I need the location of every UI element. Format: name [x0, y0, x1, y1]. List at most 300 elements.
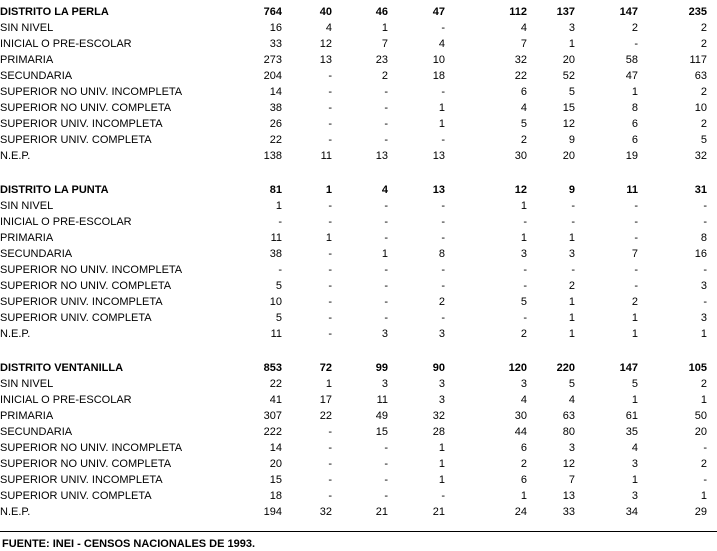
value-cell: - — [328, 264, 332, 276]
value-cell: 24 — [514, 506, 527, 518]
value-cell: - — [384, 264, 388, 276]
value-cell: - — [278, 216, 282, 228]
value-cell: 4 — [325, 22, 332, 34]
value-cell: - — [634, 200, 638, 212]
education-level-label: SIN NIVEL — [0, 200, 54, 212]
value-cell: - — [384, 200, 388, 212]
district-section-table — [0, 360, 717, 520]
value-cell: 5 — [275, 312, 282, 324]
value-cell: - — [384, 490, 388, 502]
spacer-cell — [707, 310, 717, 326]
value-cell: - — [384, 296, 388, 308]
spacer-cell — [707, 488, 717, 504]
value-cell: 33 — [269, 38, 282, 50]
district-total-cell: 31 — [694, 184, 707, 196]
value-cell: 1 — [438, 442, 445, 454]
spacer-cell — [707, 278, 717, 294]
value-cell: 1 — [520, 200, 527, 212]
education-level-table — [0, 4, 717, 520]
value-cell: 2 — [700, 22, 707, 34]
education-level-label: SUPERIOR NO UNIV. COMPLETA — [0, 280, 172, 292]
value-cell: 50 — [694, 410, 707, 422]
value-cell: - — [703, 442, 707, 454]
value-cell: - — [384, 216, 388, 228]
education-level-label: SECUNDARIA — [0, 248, 73, 260]
education-level-label: SUPERIOR UNIV. INCOMPLETA — [0, 296, 163, 308]
spacer-cell — [707, 132, 717, 148]
value-cell: - — [523, 264, 527, 276]
value-cell: - — [328, 86, 332, 98]
spacer-cell — [707, 246, 717, 262]
value-cell: - — [328, 458, 332, 470]
education-level-label: PRIMARIA — [0, 410, 54, 422]
value-cell: 13 — [432, 150, 445, 162]
value-cell: - — [384, 232, 388, 244]
district-total-cell: 1 — [325, 184, 332, 196]
value-cell: 2 — [700, 458, 707, 470]
value-cell: 38 — [269, 248, 282, 260]
value-cell: - — [571, 264, 575, 276]
value-cell: 138 — [263, 150, 282, 162]
value-cell: 1 — [631, 312, 638, 324]
value-cell: 11 — [320, 150, 332, 162]
district-total-cell: 40 — [319, 6, 332, 18]
value-cell: 8 — [631, 102, 638, 114]
spacer-cell — [707, 148, 717, 164]
table-row — [0, 504, 717, 520]
district-total-cell: 105 — [688, 362, 707, 374]
value-cell: 14 — [269, 442, 282, 454]
value-cell: 8 — [700, 232, 707, 244]
value-cell: 11 — [270, 328, 282, 340]
value-cell: 3 — [381, 378, 388, 390]
value-cell: 22 — [269, 378, 282, 390]
value-cell: 10 — [269, 296, 282, 308]
value-cell: 307 — [263, 410, 282, 422]
district-title: DISTRITO LA PERLA — [0, 6, 109, 18]
value-cell: - — [384, 280, 388, 292]
spacer-cell — [707, 68, 717, 84]
value-cell: 12 — [562, 118, 575, 130]
spacer-cell — [707, 116, 717, 132]
spacer-cell — [707, 424, 717, 440]
table-row — [0, 294, 717, 310]
table-row — [0, 68, 717, 84]
value-cell: - — [328, 474, 332, 486]
district-total-cell: 220 — [556, 362, 575, 374]
education-level-label: SUPERIOR UNIV. COMPLETA — [0, 134, 152, 146]
value-cell: - — [703, 296, 707, 308]
value-cell: 2 — [520, 134, 527, 146]
value-cell: 4 — [520, 22, 527, 34]
table-row — [0, 36, 717, 52]
education-level-label: SUPERIOR NO UNIV. INCOMPLETA — [0, 264, 183, 276]
value-cell: 9 — [568, 134, 575, 146]
value-cell: 22 — [269, 134, 282, 146]
value-cell: - — [441, 216, 445, 228]
value-cell: 7 — [381, 38, 388, 50]
district-total-cell: 137 — [556, 6, 575, 18]
value-cell: 2 — [700, 86, 707, 98]
value-cell: - — [328, 248, 332, 260]
value-cell: 61 — [625, 410, 638, 422]
value-cell: - — [523, 280, 527, 292]
education-level-label: N.E.P. — [0, 328, 31, 340]
value-cell: 21 — [375, 506, 388, 518]
value-cell: 63 — [562, 410, 575, 422]
value-cell: - — [441, 490, 445, 502]
spacer-cell — [707, 440, 717, 456]
value-cell: 44 — [514, 426, 527, 438]
value-cell: - — [703, 264, 707, 276]
table-row — [0, 310, 717, 326]
value-cell: 1 — [700, 490, 707, 502]
education-level-label: INICIAL O PRE-ESCOLAR — [0, 394, 132, 406]
value-cell: - — [328, 442, 332, 454]
value-cell: 22 — [514, 70, 527, 82]
value-cell: 3 — [568, 22, 575, 34]
value-cell: 2 — [381, 70, 388, 82]
education-level-label: N.E.P. — [0, 150, 31, 162]
value-cell: 2 — [631, 22, 638, 34]
value-cell: 33 — [562, 506, 575, 518]
value-cell: 20 — [269, 458, 282, 470]
district-total-cell: 147 — [619, 362, 638, 374]
value-cell: 1 — [568, 232, 575, 244]
value-cell: 1 — [631, 328, 638, 340]
value-cell: 2 — [520, 458, 527, 470]
value-cell: 38 — [269, 102, 282, 114]
spacer-cell — [707, 100, 717, 116]
district-section-table — [0, 4, 717, 164]
value-cell: - — [384, 102, 388, 114]
district-total-cell: 99 — [375, 362, 388, 374]
value-cell: 13 — [562, 490, 575, 502]
value-cell: 12 — [562, 458, 575, 470]
value-cell: 32 — [319, 506, 332, 518]
table-row — [0, 214, 717, 230]
value-cell: - — [703, 216, 707, 228]
value-cell: - — [441, 264, 445, 276]
spacer-cell — [707, 408, 717, 424]
district-total-cell: 46 — [375, 6, 388, 18]
education-level-label: SUPERIOR NO UNIV. COMPLETA — [0, 458, 172, 470]
source-footnote: FUENTE: INEI - CENSOS NACIONALES DE 1993. — [0, 531, 717, 551]
district-header-row — [0, 182, 717, 198]
value-cell: 3 — [700, 312, 707, 324]
value-cell: 1 — [520, 490, 527, 502]
value-cell: 7 — [520, 38, 527, 50]
value-cell: - — [634, 280, 638, 292]
value-cell: 1 — [631, 474, 638, 486]
spacer-cell — [707, 36, 717, 52]
value-cell: 4 — [438, 38, 445, 50]
value-cell: - — [328, 426, 332, 438]
table-row — [0, 246, 717, 262]
value-cell: 1 — [438, 102, 445, 114]
value-cell: 11 — [376, 394, 388, 406]
value-cell: 1 — [325, 232, 332, 244]
value-cell: 1 — [438, 458, 445, 470]
value-cell: - — [571, 200, 575, 212]
value-cell: 18 — [269, 490, 282, 502]
education-level-label: SECUNDARIA — [0, 426, 73, 438]
value-cell: 3 — [568, 248, 575, 260]
value-cell: - — [384, 458, 388, 470]
value-cell: 6 — [520, 442, 527, 454]
value-cell: 47 — [625, 70, 638, 82]
value-cell: 3 — [381, 328, 388, 340]
district-total-cell: 853 — [263, 362, 282, 374]
education-level-label: SUPERIOR UNIV. COMPLETA — [0, 312, 152, 324]
value-cell: - — [703, 200, 707, 212]
spacer-cell — [707, 360, 717, 376]
value-cell: 7 — [631, 248, 638, 260]
value-cell: - — [384, 474, 388, 486]
education-level-label: SIN NIVEL — [0, 22, 54, 34]
value-cell: 3 — [438, 328, 445, 340]
district-title: DISTRITO LA PUNTA — [0, 184, 109, 196]
district-header-row — [0, 4, 717, 20]
value-cell: 6 — [631, 134, 638, 146]
value-cell: 3 — [438, 394, 445, 406]
value-cell: - — [441, 86, 445, 98]
education-level-label: SECUNDARIA — [0, 70, 73, 82]
value-cell: - — [703, 474, 707, 486]
value-cell: - — [328, 296, 332, 308]
value-cell: - — [328, 280, 332, 292]
value-cell: 4 — [520, 394, 527, 406]
education-level-label: SUPERIOR NO UNIV. COMPLETA — [0, 102, 172, 114]
table-row — [0, 326, 717, 342]
value-cell: - — [384, 86, 388, 98]
value-cell: - — [384, 134, 388, 146]
spacer-cell — [707, 20, 717, 36]
value-cell: 5 — [275, 280, 282, 292]
value-cell: 2 — [700, 378, 707, 390]
value-cell: 194 — [263, 506, 282, 518]
value-cell: 13 — [319, 54, 332, 66]
value-cell: - — [441, 232, 445, 244]
value-cell: 20 — [694, 426, 707, 438]
value-cell: 1 — [381, 22, 388, 34]
district-section-table — [0, 182, 717, 342]
value-cell: 20 — [562, 54, 575, 66]
value-cell: 5 — [520, 296, 527, 308]
spacer-cell — [707, 230, 717, 246]
value-cell: 18 — [432, 70, 445, 82]
value-cell: 19 — [625, 150, 638, 162]
value-cell: 5 — [520, 118, 527, 130]
district-total-cell: 12 — [514, 184, 527, 196]
value-cell: 2 — [438, 296, 445, 308]
spacer-cell — [707, 182, 717, 198]
spacer-cell — [707, 392, 717, 408]
value-cell: 117 — [689, 54, 707, 66]
table-row — [0, 456, 717, 472]
value-cell: 15 — [269, 474, 282, 486]
table-row — [0, 230, 717, 246]
table-row — [0, 20, 717, 36]
district-total-cell: 112 — [509, 6, 527, 18]
table-row — [0, 52, 717, 68]
value-cell: 1 — [438, 118, 445, 130]
value-cell: 4 — [568, 394, 575, 406]
district-total-cell: 72 — [319, 362, 332, 374]
district-total-cell: 9 — [568, 184, 575, 196]
spacer-cell — [707, 472, 717, 488]
value-cell: 20 — [562, 150, 575, 162]
spacer-cell — [707, 4, 717, 20]
spacer-cell — [707, 214, 717, 230]
value-cell: - — [328, 102, 332, 114]
value-cell: 34 — [625, 506, 638, 518]
value-cell: 3 — [568, 442, 575, 454]
education-level-label: SIN NIVEL — [0, 378, 54, 390]
value-cell: 13 — [375, 150, 388, 162]
value-cell: 6 — [520, 474, 527, 486]
table-row — [0, 440, 717, 456]
value-cell: 26 — [269, 118, 282, 130]
value-cell: 1 — [631, 394, 638, 406]
value-cell: - — [278, 264, 282, 276]
value-cell: 10 — [432, 54, 445, 66]
table-row — [0, 84, 717, 100]
value-cell: 6 — [520, 86, 527, 98]
value-cell: - — [384, 118, 388, 130]
spacer-cell — [707, 198, 717, 214]
education-level-label: PRIMARIA — [0, 232, 54, 244]
value-cell: 4 — [520, 102, 527, 114]
table-row — [0, 376, 717, 392]
education-level-label: PRIMARIA — [0, 54, 54, 66]
value-cell: - — [441, 22, 445, 34]
value-cell: 3 — [631, 458, 638, 470]
value-cell: 29 — [694, 506, 707, 518]
value-cell: - — [523, 312, 527, 324]
value-cell: 32 — [694, 150, 707, 162]
value-cell: 8 — [438, 248, 445, 260]
value-cell: 49 — [375, 410, 388, 422]
value-cell: 23 — [375, 54, 388, 66]
value-cell: 5 — [568, 378, 575, 390]
value-cell: 58 — [625, 54, 638, 66]
spacer-cell — [707, 262, 717, 278]
value-cell: - — [384, 442, 388, 454]
district-total-cell: 235 — [688, 6, 707, 18]
value-cell: - — [328, 312, 332, 324]
table-row — [0, 132, 717, 148]
table-row — [0, 424, 717, 440]
value-cell: 30 — [514, 410, 527, 422]
value-cell: - — [328, 490, 332, 502]
district-total-cell: 764 — [263, 6, 282, 18]
value-cell: 1 — [568, 312, 575, 324]
value-cell: 15 — [375, 426, 388, 438]
value-cell: 16 — [694, 248, 707, 260]
education-level-label: SUPERIOR UNIV. INCOMPLETA — [0, 118, 163, 130]
spacer-cell — [707, 376, 717, 392]
value-cell: 3 — [631, 490, 638, 502]
value-cell: 3 — [438, 378, 445, 390]
district-total-cell: 4 — [381, 184, 388, 196]
value-cell: 6 — [631, 118, 638, 130]
value-cell: - — [441, 200, 445, 212]
value-cell: 32 — [514, 54, 527, 66]
education-level-label: INICIAL O PRE-ESCOLAR — [0, 216, 132, 228]
value-cell: 16 — [269, 22, 282, 34]
spacer-cell — [707, 456, 717, 472]
value-cell: 1 — [568, 296, 575, 308]
value-cell: 30 — [514, 150, 527, 162]
value-cell: - — [328, 200, 332, 212]
district-total-cell: 147 — [619, 6, 638, 18]
district-header-row — [0, 360, 717, 376]
district-title: DISTRITO VENTANILLA — [0, 362, 124, 374]
value-cell: - — [634, 232, 638, 244]
value-cell: 17 — [319, 394, 332, 406]
value-cell: 28 — [432, 426, 445, 438]
value-cell: 35 — [625, 426, 638, 438]
spacer-cell — [707, 52, 717, 68]
district-total-cell: 11 — [626, 184, 638, 196]
value-cell: 1 — [568, 38, 575, 50]
value-cell: 11 — [270, 232, 282, 244]
table-row — [0, 100, 717, 116]
table-row — [0, 408, 717, 424]
value-cell: - — [328, 134, 332, 146]
value-cell: 63 — [694, 70, 707, 82]
value-cell: 14 — [269, 86, 282, 98]
district-total-cell: 81 — [269, 184, 282, 196]
value-cell: - — [384, 312, 388, 324]
value-cell: 3 — [700, 280, 707, 292]
value-cell: 5 — [568, 86, 575, 98]
value-cell: 204 — [263, 70, 282, 82]
value-cell: 2 — [568, 280, 575, 292]
value-cell: 15 — [562, 102, 575, 114]
table-row — [0, 148, 717, 164]
value-cell: 1 — [631, 86, 638, 98]
table-row — [0, 392, 717, 408]
table-row — [0, 198, 717, 214]
value-cell: - — [571, 216, 575, 228]
education-level-label: SUPERIOR UNIV. COMPLETA — [0, 490, 152, 502]
value-cell: 7 — [568, 474, 575, 486]
education-level-label: INICIAL O PRE-ESCOLAR — [0, 38, 132, 50]
table-row — [0, 278, 717, 294]
education-level-label: SUPERIOR NO UNIV. INCOMPLETA — [0, 442, 183, 454]
value-cell: - — [328, 216, 332, 228]
value-cell: 1 — [438, 474, 445, 486]
table-row — [0, 116, 717, 132]
value-cell: - — [328, 328, 332, 340]
value-cell: 2 — [700, 118, 707, 130]
value-cell: - — [328, 118, 332, 130]
value-cell: 22 — [319, 410, 332, 422]
value-cell: 41 — [269, 394, 282, 406]
education-level-label: SUPERIOR NO UNIV. INCOMPLETA — [0, 86, 183, 98]
value-cell: 1 — [275, 200, 282, 212]
value-cell: - — [634, 216, 638, 228]
spacer-cell — [707, 326, 717, 342]
value-cell: 21 — [432, 506, 445, 518]
value-cell: 222 — [263, 426, 282, 438]
education-level-label: N.E.P. — [0, 506, 31, 518]
value-cell: 2 — [631, 296, 638, 308]
value-cell: 10 — [694, 102, 707, 114]
value-cell: 12 — [319, 38, 332, 50]
